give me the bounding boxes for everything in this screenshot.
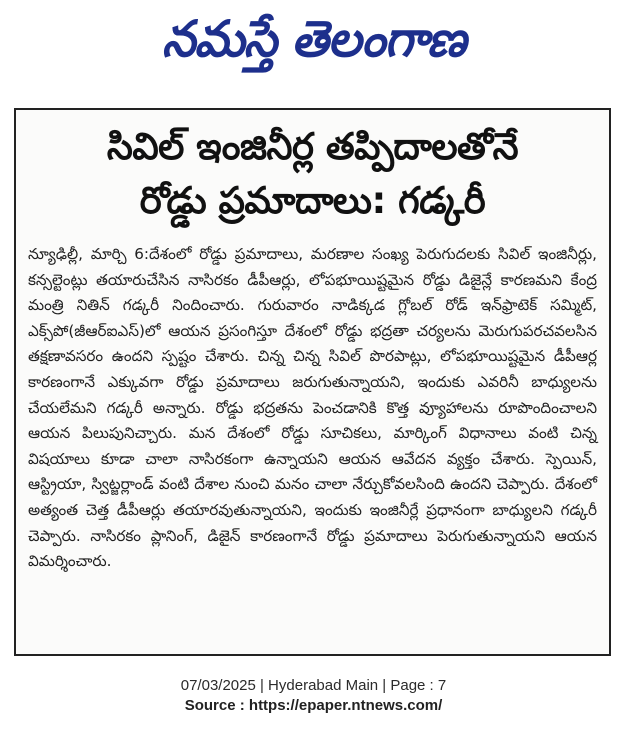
newspaper-logo: నమస్తే తెలంగాణ — [161, 10, 466, 68]
article-body: న్యూఢిల్లీ, మార్చి 6:దేశంలో రోడ్డు ప్రమాదాలు, మరణాల సంఖ్య పెరుగుదలకు సివిల్ ఇంజినీర్లు, కన్సల్టెంట్లు తయారుచేసిన నాసిరకం డీపీఆర్లు, లోపభూయిష్టమైన రోడ్డు డిజైన్లే కారణమని కేంద్ర మంత్రి నితిన్ గడ్కరీ నిందించారు. గురువారం నాడిక్కడ గ్లోబల్ రోడ్ ఇన్‌ఫ్రాటెక్ సమ్మిట్, ఎక్స్‌పో(జీఆర్ఐఎస్)లో ఆయన ప్రసంగిస్తూ దేశంలో రోడ్డు భద్రతా చర్యలను మెరుగుపరచవలసిన తక్షణావసరం ఉందని స్పష్టం చేశారు. చిన్న చిన్న సివిల్ పొరపాట్లు, లోపభూయిష్టమైన డీపీఆర్ల కారణంగానే ఎక్కువగా రోడ్డు ప్రమాదాలు జరుగుతున్నాయని, ఇందుకు ఎవరినీ బాధ్యులను చేయలేమని గడ్కరీ అన్నారు. రోడ్డు భద్రతను పెంచడానికి కొత్త వ్యూహాలను రూపొందించాలని ఆయన పిలుపునిచ్చారు. మన దేశంలో రోడ్డు సూచికలు, మార్కింగ్ విధానాలు వంటి చిన్న విషయాలు కూడా చాలా నాసిరకంగా ఉన్నాయని ఆయన ఆవేదన వ్యక్తం చేశారు. స్పెయిన్, ఆస్ట్రియా, స్విట్జర్లాండ్ వంటి దేశాల నుంచి మనం చాలా నేర్చుకోవలసింది ఉందని చెప్పారు. దేశంలో అత్యంత చెత్త డీపీఆర్లు తయారవుతున్నాయని, ఇందుకు ఇంజినీర్లే ప్రధానంగా బాధ్యులని గడ్కరీ చెప్పారు. నాసిరకం ప్లానింగ్, డిజైన్ కారణంగానే రోడ్డు ప్రమాదాలు పెరుగుతున్నాయని ఆయన విమర్శించారు. — [28, 245, 597, 571]
masthead — [0, 6, 627, 72]
headline-line-1: సివిల్ ఇంజినీర్ల తప్పిదాలతోనే — [106, 125, 519, 168]
clipping-footer — [0, 676, 627, 716]
source-link[interactable]: Source : https://epaper.ntnews.com/ — [184, 697, 443, 714]
edition-info: 07/03/2025 | Hyderabad Main | Page : 7 — [180, 677, 447, 694]
headline-line-2: రోడ్డు ప్రమాదాలు: గడ్కరీ — [139, 179, 486, 222]
article-headline — [16, 120, 609, 228]
article-clipping — [14, 108, 611, 656]
